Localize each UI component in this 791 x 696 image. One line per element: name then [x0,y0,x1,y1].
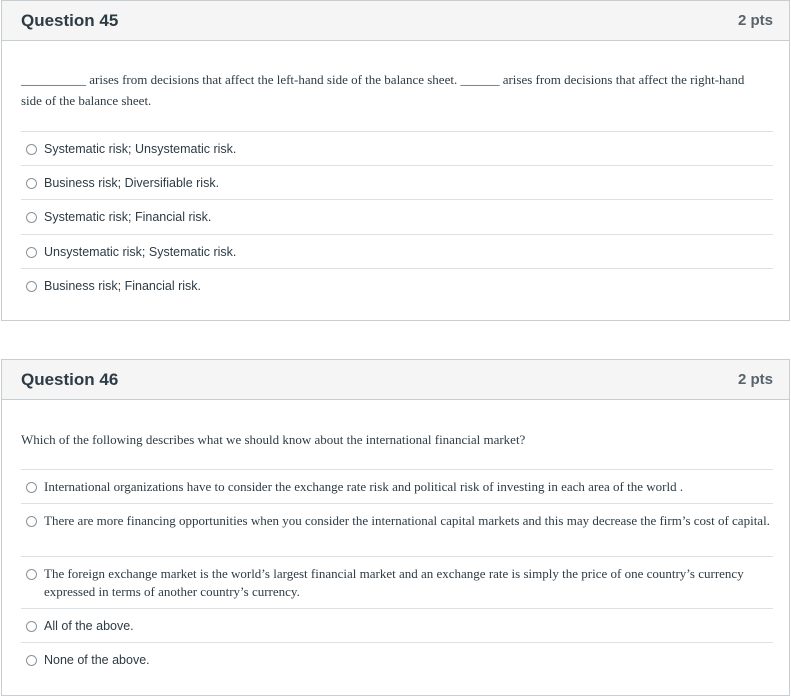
answer-option[interactable] [21,608,773,642]
radio-button[interactable] [26,281,37,292]
answer-label: All of the above. [44,619,134,633]
question-text-line-1: __________ arises from decisions that affect the left-hand side of the balance sheet. ______ arises from decisions that affect the right-hand [21,72,745,87]
answer-option[interactable] [21,556,773,608]
answer-option[interactable] [21,503,773,556]
answer-list [21,469,773,677]
radio-button[interactable] [26,621,37,632]
question-45-card [1,0,790,321]
answer-label: Systematic risk; Financial risk. [44,210,212,224]
answer-option[interactable] [21,642,773,677]
answer-label: Business risk; Diversifiable risk. [44,176,220,190]
question-header [2,360,789,400]
answer-option[interactable] [21,469,773,503]
answer-label: Business risk; Financial risk. [44,279,201,293]
answer-label: The foreign exchange market is the world’s largest financial market and an exchange rate is simply the price of one country’s currency expressed in terms of another country’s currency. [44,566,744,599]
answer-label: There are more financing opportunities when you consider the international capital markets and this may decrease the firm’s cost of capital. [44,513,770,528]
radio-button[interactable] [26,247,37,258]
answer-option[interactable] [21,268,773,302]
answer-option[interactable] [21,234,773,268]
answer-label: None of the above. [44,653,150,667]
question-text: Which of the following describes what we should know about the international financial market? [21,432,526,447]
answer-option[interactable] [21,199,773,234]
radio-button[interactable] [26,482,37,493]
question-header [2,1,789,41]
question-title: Question 45 [21,11,119,30]
answer-label: Systematic risk; Unsystematic risk. [44,142,237,156]
question-46-card [1,359,790,696]
answer-option[interactable] [21,131,773,165]
question-text-line-2: side of the balance sheet. [21,93,152,108]
radio-button[interactable] [26,144,37,155]
question-points: 2 pts [737,12,773,29]
answer-label: International organizations have to consider the exchange rate risk and political risk of investing in each area of the world . [44,479,684,494]
question-points: 2 pts [737,371,773,388]
answer-list [21,131,773,302]
radio-button[interactable] [26,569,37,580]
radio-button[interactable] [26,212,37,223]
radio-button[interactable] [26,655,37,666]
answer-option[interactable] [21,165,773,199]
question-title: Question 46 [21,370,119,389]
answer-label: Unsystematic risk; Systematic risk. [44,245,237,259]
radio-button[interactable] [26,178,37,189]
question-text [21,69,773,111]
radio-button[interactable] [26,516,37,527]
